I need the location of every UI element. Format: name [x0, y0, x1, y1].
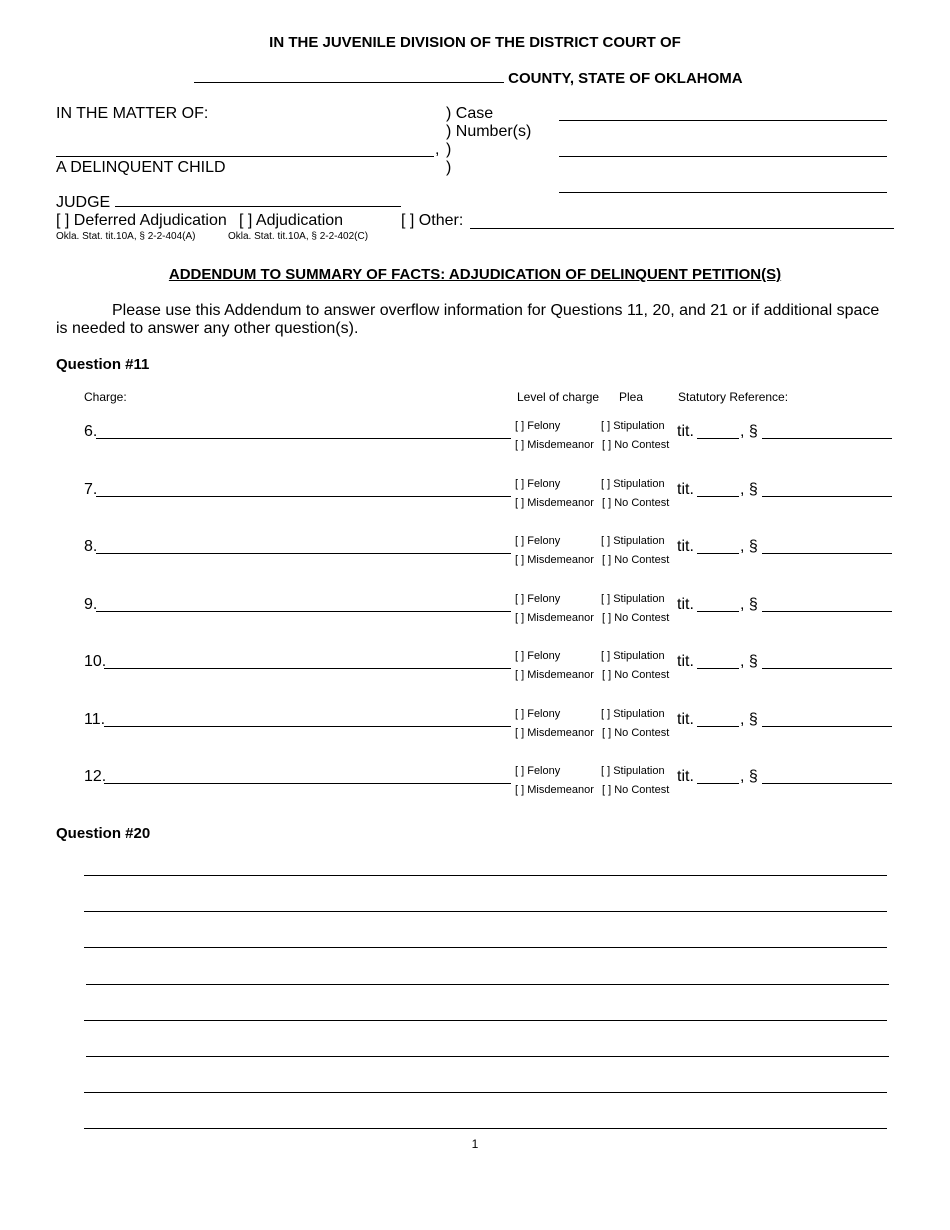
- misdemeanor-checkbox[interactable]: [ ] Misdemeanor: [515, 727, 594, 739]
- title-field[interactable]: [697, 438, 739, 439]
- judge-field[interactable]: [115, 205, 401, 207]
- section-field[interactable]: [762, 668, 892, 669]
- title-field[interactable]: [697, 726, 739, 727]
- section-field[interactable]: [762, 553, 892, 554]
- tit-label: tit.: [677, 538, 694, 555]
- adjudication-checkbox[interactable]: [ ]: [239, 212, 253, 229]
- answer-line[interactable]: [84, 1020, 887, 1021]
- felony-checkbox[interactable]: [ ] Felony: [515, 593, 561, 605]
- case-label: ) Case: [446, 105, 494, 122]
- misdemeanor-checkbox[interactable]: [ ] Misdemeanor: [515, 439, 594, 451]
- charge-field[interactable]: [96, 553, 511, 554]
- county-label: COUNTY, STATE OF OKLAHOMA: [508, 70, 743, 87]
- misdemeanor-checkbox[interactable]: [ ] Misdemeanor: [515, 497, 594, 509]
- deferred-option[interactable]: [56, 212, 227, 230]
- deferred-checkbox[interactable]: [ ]: [56, 212, 70, 229]
- deferred-label: Deferred Adjudication: [73, 212, 227, 229]
- stipulation-checkbox[interactable]: [ ] Stipulation: [601, 765, 665, 777]
- misdemeanor-checkbox[interactable]: [ ] Misdemeanor: [515, 669, 594, 681]
- section-label: , §: [740, 711, 758, 728]
- page-number: 1: [471, 1137, 479, 1151]
- misdemeanor-checkbox[interactable]: [ ] Misdemeanor: [515, 554, 594, 566]
- statute-column-header: Statutory Reference:: [678, 390, 789, 404]
- no-contest-checkbox[interactable]: [ ] No Contest: [602, 727, 670, 739]
- stipulation-checkbox[interactable]: [ ] Stipulation: [601, 478, 665, 490]
- stipulation-checkbox[interactable]: [ ] Stipulation: [601, 708, 665, 720]
- adjudication-option[interactable]: [239, 212, 343, 230]
- no-contest-checkbox[interactable]: [ ] No Contest: [602, 554, 670, 566]
- section-label: , §: [740, 538, 758, 555]
- caption-paren: ): [446, 159, 452, 176]
- no-contest-checkbox[interactable]: [ ] No Contest: [602, 669, 670, 681]
- judge-label: JUDGE: [56, 194, 111, 211]
- no-contest-checkbox[interactable]: [ ] No Contest: [602, 612, 670, 624]
- no-contest-checkbox[interactable]: [ ] No Contest: [602, 784, 670, 796]
- title-field[interactable]: [697, 611, 739, 612]
- charge-number: 7.: [84, 481, 98, 498]
- case-number-field-1[interactable]: [559, 120, 887, 121]
- county-field[interactable]: [194, 81, 504, 83]
- section-field[interactable]: [762, 726, 892, 727]
- no-contest-checkbox[interactable]: [ ] No Contest: [602, 497, 670, 509]
- felony-checkbox[interactable]: [ ] Felony: [515, 535, 561, 547]
- tit-label: tit.: [677, 711, 694, 728]
- deferred-statute: Okla. Stat. tit.10A, § 2-2-404(A): [56, 231, 196, 242]
- question-20-heading: Question #20: [56, 825, 151, 842]
- title-field[interactable]: [697, 496, 739, 497]
- felony-checkbox[interactable]: [ ] Felony: [515, 478, 561, 490]
- charge-number: 6.: [84, 423, 98, 440]
- felony-checkbox[interactable]: [ ] Felony: [515, 765, 561, 777]
- answer-line[interactable]: [84, 947, 887, 948]
- charge-field[interactable]: [104, 726, 511, 727]
- tit-label: tit.: [677, 653, 694, 670]
- instructions-text: Please use this Addendum to answer overflow information for Questions 11, 20, and 21 or if additional space is needed to answer any other question(s).: [56, 302, 880, 337]
- caption-paren: ): [446, 141, 452, 158]
- plea-column-header: Plea: [619, 390, 644, 404]
- question-11-heading: Question #11: [56, 356, 150, 373]
- felony-checkbox[interactable]: [ ] Felony: [515, 420, 561, 432]
- level-column-header: Level of charge: [517, 390, 600, 404]
- section-label: , §: [740, 481, 758, 498]
- charge-field[interactable]: [96, 611, 511, 612]
- matter-label: IN THE MATTER OF:: [56, 105, 209, 122]
- child-label: A DELINQUENT CHILD: [56, 159, 226, 176]
- charge-number: 9.: [84, 596, 98, 613]
- title-field[interactable]: [697, 553, 739, 554]
- stipulation-checkbox[interactable]: [ ] Stipulation: [601, 593, 665, 605]
- misdemeanor-checkbox[interactable]: [ ] Misdemeanor: [515, 612, 594, 624]
- stipulation-checkbox[interactable]: [ ] Stipulation: [601, 650, 665, 662]
- other-label: Other:: [418, 212, 464, 229]
- other-field[interactable]: [470, 228, 894, 229]
- section-field[interactable]: [762, 496, 892, 497]
- charge-number: 8.: [84, 538, 98, 555]
- court-title: IN THE JUVENILE DIVISION OF THE DISTRICT COURT OF: [269, 34, 681, 51]
- charge-number: 11.: [84, 711, 106, 728]
- answer-line[interactable]: [84, 1128, 887, 1129]
- charge-field[interactable]: [96, 496, 511, 497]
- case-number-field-3[interactable]: [559, 192, 887, 193]
- judge-line: [56, 194, 401, 212]
- number-label: ) Number(s): [446, 123, 532, 140]
- tit-label: tit.: [677, 596, 694, 613]
- case-number-field-2[interactable]: [559, 156, 887, 157]
- section-label: , §: [740, 768, 758, 785]
- charge-number: 12.: [84, 768, 107, 785]
- tit-label: tit.: [677, 768, 694, 785]
- title-field[interactable]: [697, 783, 739, 784]
- addendum-title: ADDENDUM TO SUMMARY OF FACTS: ADJUDICATION OF DELINQUENT PETITION(S): [168, 266, 782, 283]
- caption-comma: ,: [435, 141, 440, 158]
- stipulation-checkbox[interactable]: [ ] Stipulation: [601, 420, 665, 432]
- answer-line[interactable]: [84, 875, 887, 876]
- section-label: , §: [740, 653, 758, 670]
- felony-checkbox[interactable]: [ ] Felony: [515, 708, 561, 720]
- tit-label: tit.: [677, 481, 694, 498]
- county-line: [194, 70, 743, 87]
- no-contest-checkbox[interactable]: [ ] No Contest: [602, 439, 670, 451]
- section-field[interactable]: [762, 611, 892, 612]
- section-field[interactable]: [762, 783, 892, 784]
- felony-checkbox[interactable]: [ ] Felony: [515, 650, 561, 662]
- tit-label: tit.: [677, 423, 694, 440]
- charge-field[interactable]: [104, 668, 511, 669]
- answer-line[interactable]: [86, 984, 889, 985]
- instructions: [56, 302, 894, 338]
- title-field[interactable]: [697, 668, 739, 669]
- answer-line[interactable]: [84, 911, 887, 912]
- section-label: , §: [740, 423, 758, 440]
- adjudication-label: Adjudication: [255, 212, 344, 229]
- charge-column-header: Charge:: [84, 390, 127, 404]
- answer-line[interactable]: [84, 1092, 887, 1093]
- charge-number: 10.: [84, 653, 107, 670]
- misdemeanor-checkbox[interactable]: [ ] Misdemeanor: [515, 784, 594, 796]
- charge-field[interactable]: [104, 783, 511, 784]
- other-checkbox[interactable]: [ ]: [401, 212, 415, 229]
- answer-line[interactable]: [86, 1056, 889, 1057]
- section-field[interactable]: [762, 438, 892, 439]
- other-option[interactable]: [401, 212, 463, 230]
- section-label: , §: [740, 596, 758, 613]
- charge-field[interactable]: [96, 438, 511, 439]
- child-name-field[interactable]: [56, 156, 434, 157]
- adjudication-statute: Okla. Stat. tit.10A, § 2-2-402(C): [228, 231, 369, 242]
- stipulation-checkbox[interactable]: [ ] Stipulation: [601, 535, 665, 547]
